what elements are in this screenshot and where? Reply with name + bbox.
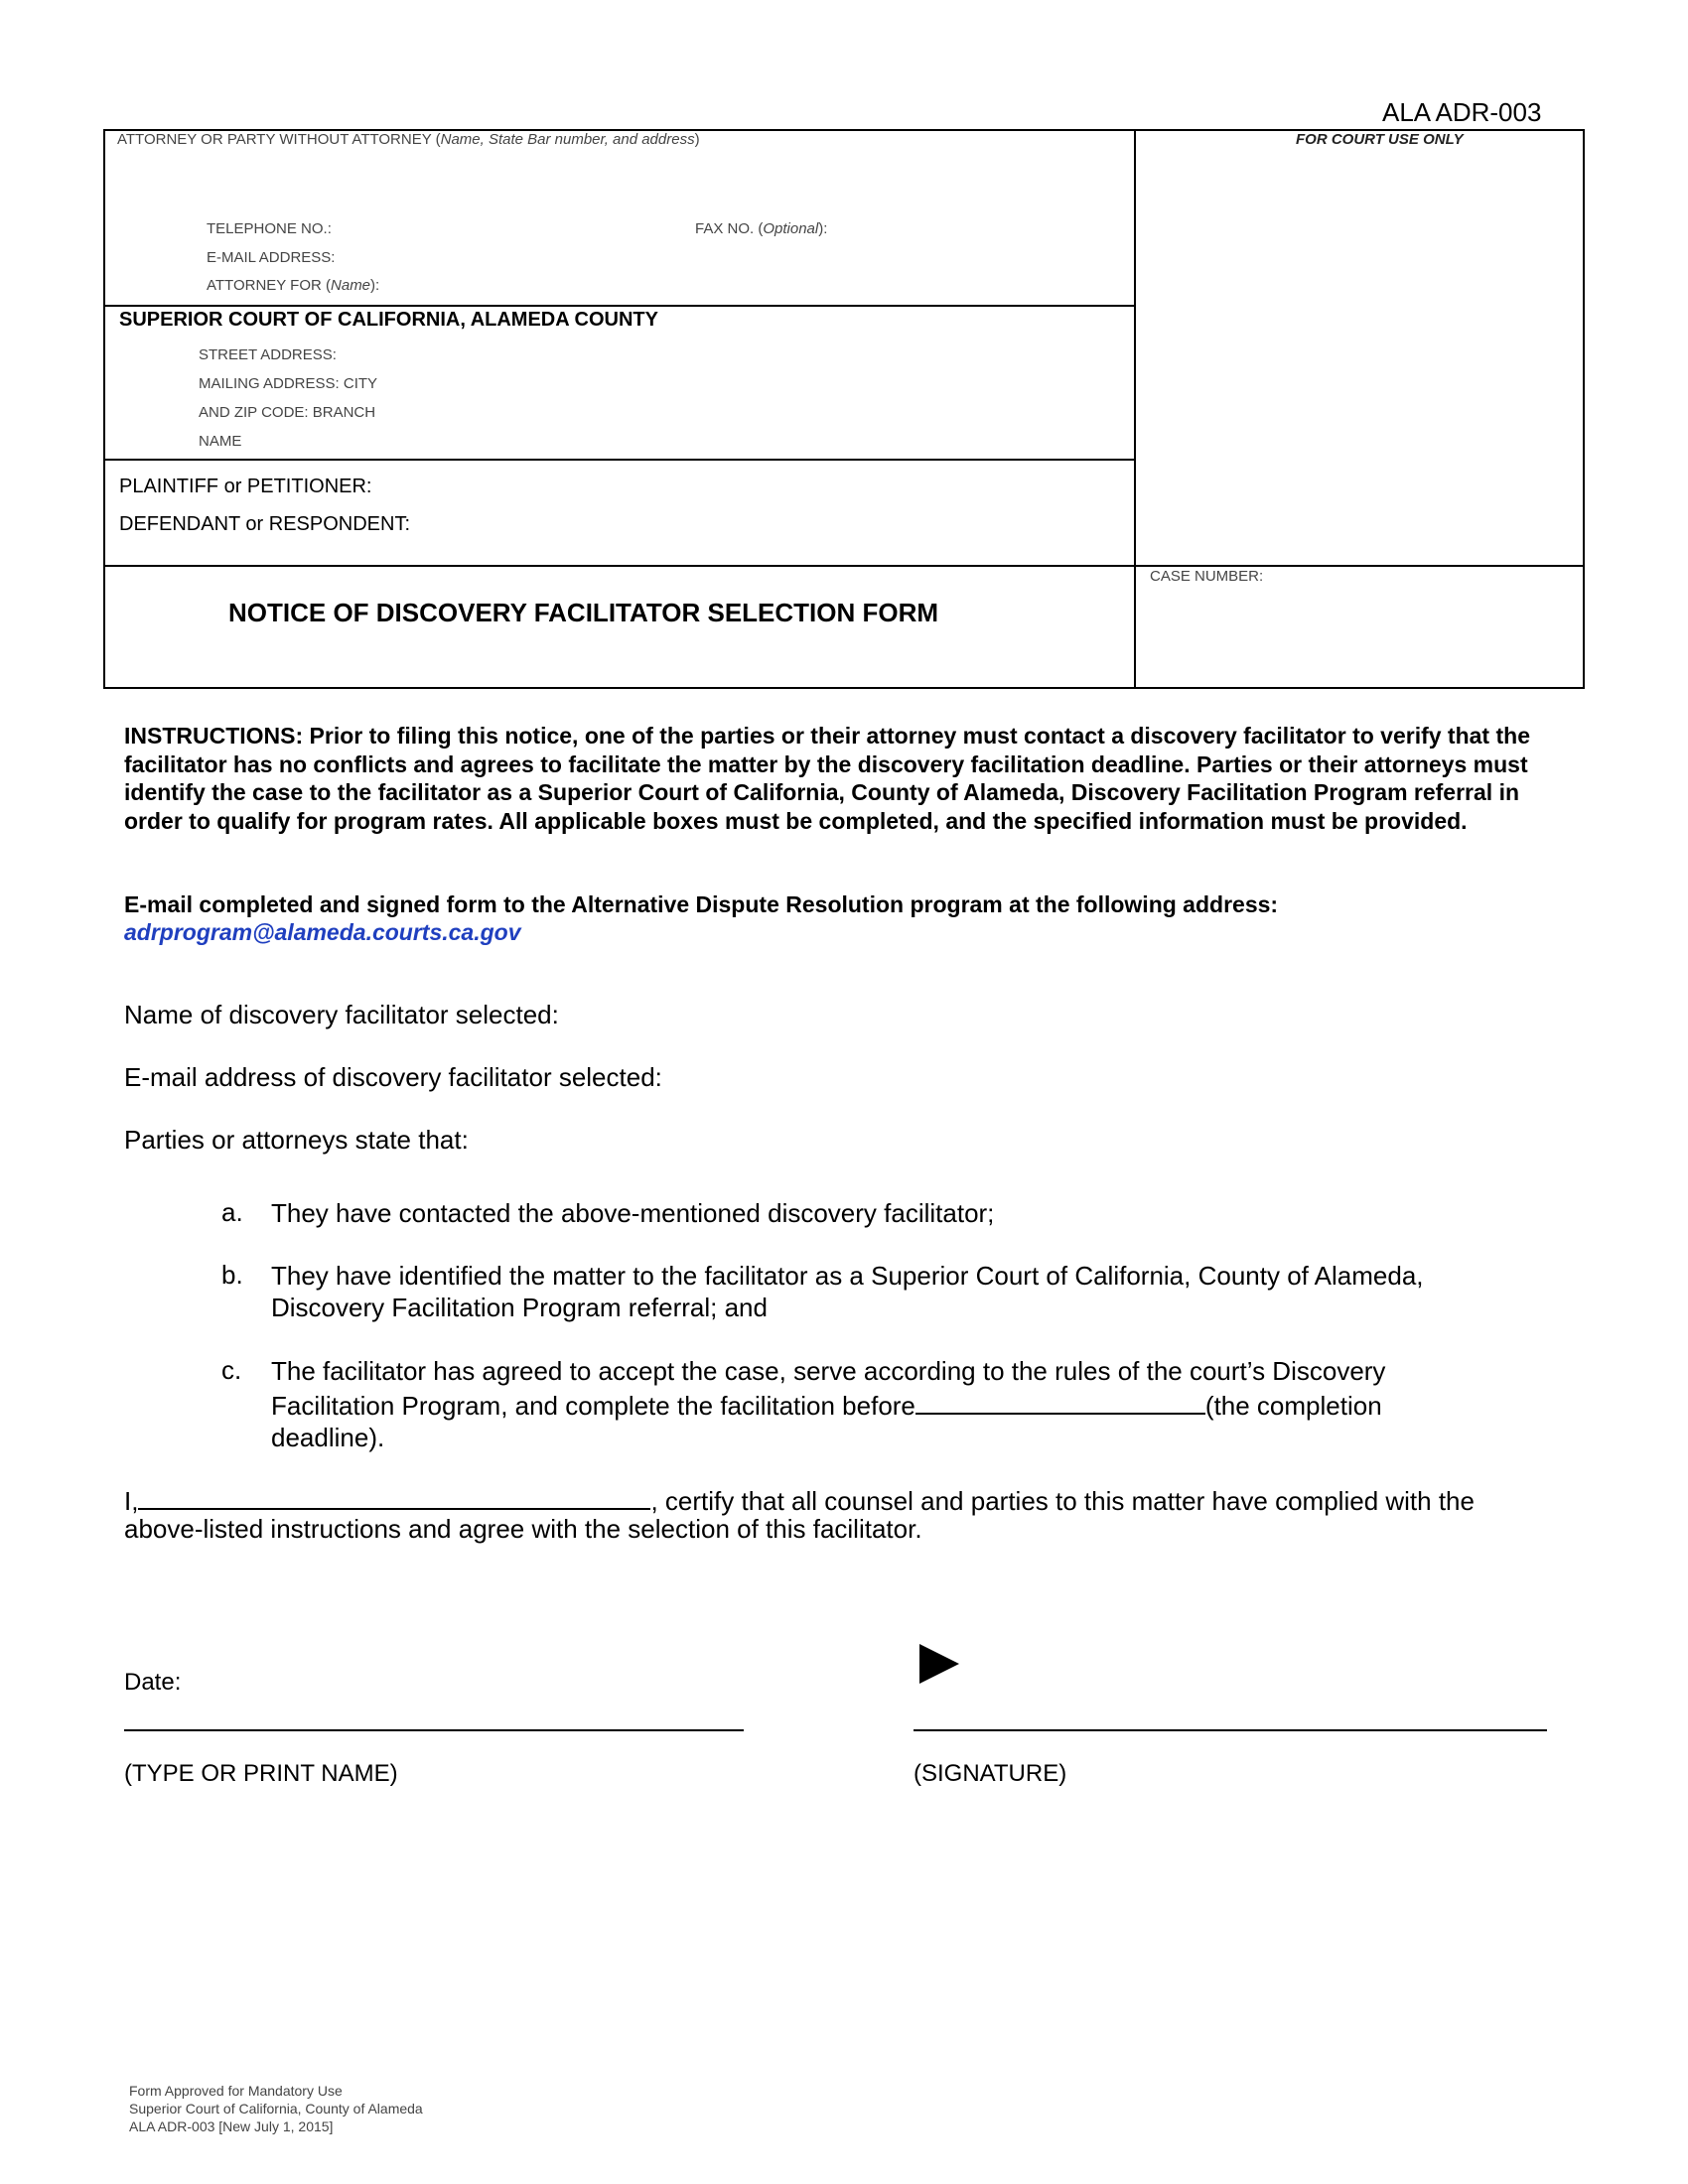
footer-line-2: Superior Court of California, County of Alameda	[129, 2101, 423, 2116]
zip-code-label: AND ZIP CODE: BRANCH	[199, 404, 376, 421]
item-c-letter: c.	[221, 1355, 242, 1385]
defendant-label: DEFENDANT or RESPONDENT:	[119, 513, 411, 535]
item-b-text: They have identified the matter to the facilitator as a Superior Court of California, County of Alameda, Discovery Facilitation Program referral; and	[271, 1261, 1424, 1322]
caption-divider-2	[103, 459, 1134, 461]
for-court-use-label: FOR COURT USE ONLY	[1296, 131, 1464, 148]
footer-line-1: Form Approved for Mandatory Use	[129, 2083, 343, 2099]
date-label: Date:	[124, 1669, 182, 1696]
caption-divider-1	[103, 305, 1134, 307]
signature-arrow-icon	[919, 1644, 959, 1684]
certifier-name-blank[interactable]	[138, 1482, 650, 1510]
telephone-label: TELEPHONE NO.:	[207, 220, 332, 237]
street-address-label: STREET ADDRESS:	[199, 346, 337, 363]
caption-divider-3	[103, 565, 1585, 567]
print-name-label: (TYPE OR PRINT NAME)	[124, 1760, 398, 1787]
branch-name-label: NAME	[199, 433, 242, 450]
certify-line-1: I, , certify that all counsel and parties to this matter have complied with the	[124, 1482, 1475, 1517]
signature-label: (SIGNATURE)	[914, 1760, 1067, 1787]
item-a-letter: a.	[221, 1197, 243, 1227]
instructions-text: INSTRUCTIONS: Prior to filing this notice, one of the parties or their attorney must contact a discovery facilitator to verify that the facilitator has no conflicts and agrees to facilitate the matter by the discovery facilitation deadline. Parties or their attorneys must identify the case to the facilitator as a Superior Court of California, County of Alameda, Discovery Facilitation Program referral in order to qualify for program rates. All applicable boxes must be completed, and the specified information must be provided.	[124, 723, 1530, 834]
adr-email-link[interactable]: adrprogram@alameda.courts.ca.gov	[124, 919, 521, 945]
email-instruction: E-mail completed and signed form to the Alternative Dispute Resolution program at the following address:	[124, 891, 1279, 917]
fax-label: FAX NO. (Optional):	[695, 220, 828, 237]
mailing-address-label: MAILING ADDRESS: CITY	[199, 375, 378, 392]
facilitator-name-label: Name of discovery facilitator selected:	[124, 1000, 559, 1029]
attorney-for-label: ATTORNEY FOR (Name):	[207, 277, 380, 294]
caption-divider-vertical	[1134, 129, 1136, 689]
court-name: SUPERIOR COURT OF CALIFORNIA, ALAMEDA COUNTY	[119, 309, 658, 331]
form-title: NOTICE OF DISCOVERY FACILITATOR SELECTION FORM	[228, 598, 939, 627]
footer-line-3: ALA ADR-003 [New July 1, 2015]	[129, 2118, 334, 2134]
item-a-text: They have contacted the above-mentioned discovery facilitator;	[271, 1198, 995, 1228]
facilitator-email-label: E-mail address of discovery facilitator selected:	[124, 1062, 662, 1092]
item-c-text: The facilitator has agreed to accept the case, serve according to the rules of the court’s Discovery Facilitation Program, and complete the facilitation before (the completion deadline).	[271, 1356, 1386, 1452]
case-number-label: CASE NUMBER:	[1150, 568, 1264, 585]
email-address-label: E-MAIL ADDRESS:	[207, 249, 336, 266]
parties-state-label: Parties or attorneys state that:	[124, 1125, 469, 1155]
signature-line[interactable]	[914, 1729, 1547, 1731]
print-name-line[interactable]	[124, 1729, 744, 1731]
item-b-letter: b.	[221, 1260, 243, 1290]
form-code: ALA ADR-003	[1382, 97, 1542, 127]
certify-line-2: above-listed instructions and agree with the selection of this facilitator.	[124, 1514, 922, 1544]
plaintiff-label: PLAINTIFF or PETITIONER:	[119, 476, 372, 497]
attorney-label: ATTORNEY OR PARTY WITHOUT ATTORNEY (Name, State Bar number, and address)	[117, 131, 700, 148]
completion-deadline-blank[interactable]	[915, 1387, 1205, 1415]
